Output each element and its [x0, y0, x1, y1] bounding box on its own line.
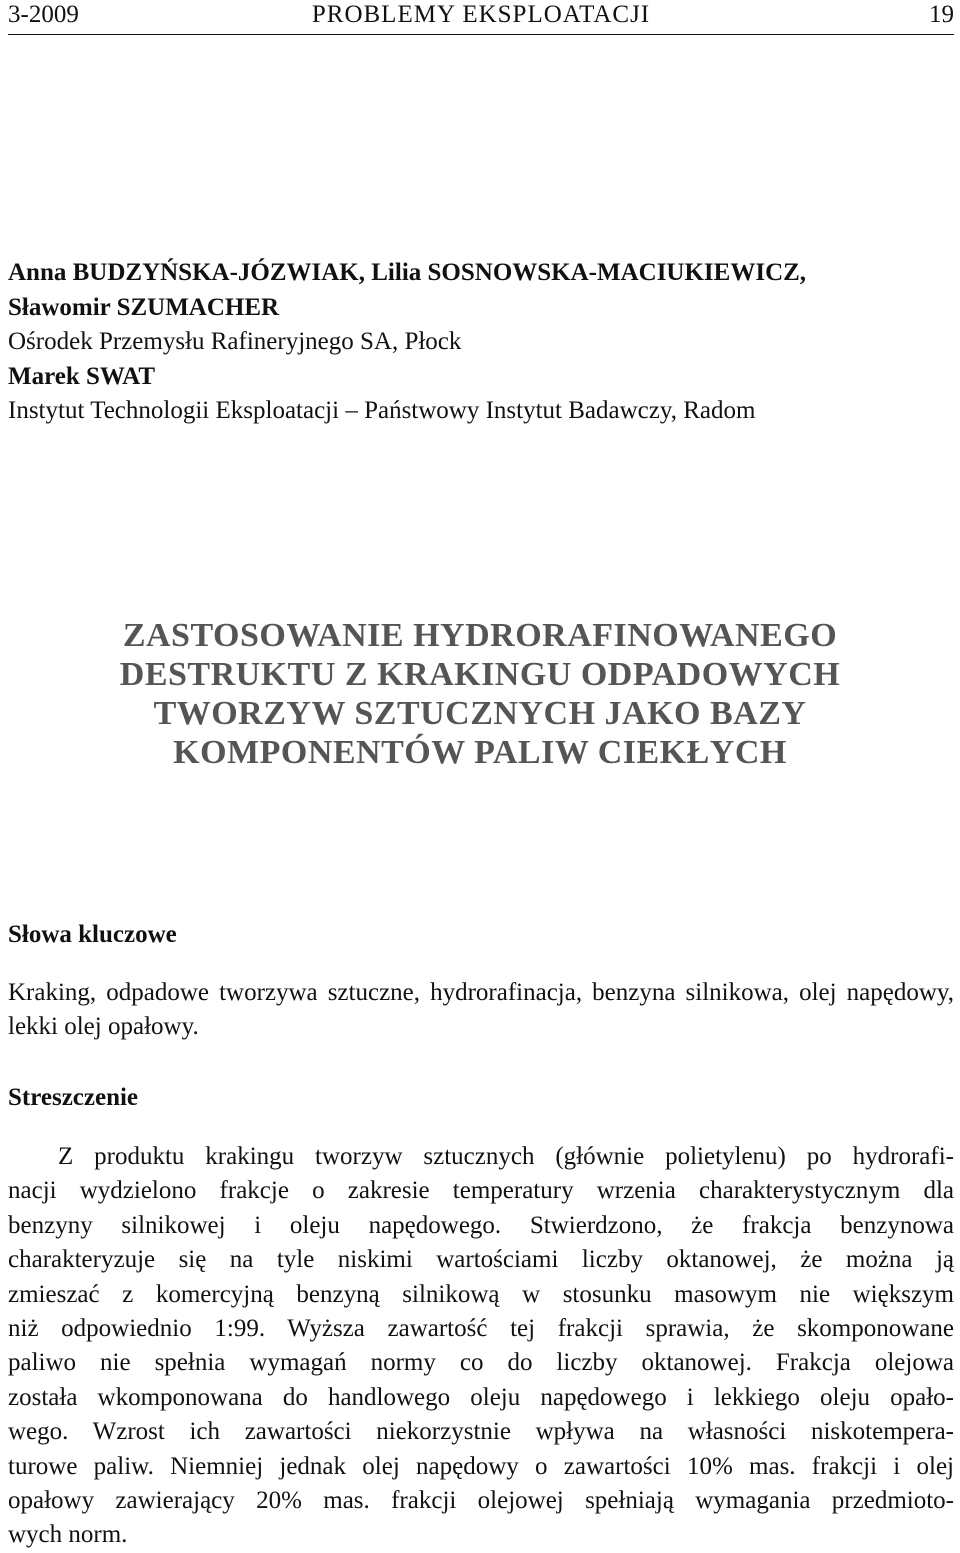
title-line-2: DESTRUKTU Z KRAKINGU ODPADOWYCH	[119, 656, 841, 693]
paper-title	[0, 616, 960, 772]
title-line-4: KOMPONENTÓW PALIW CIEKŁYCH	[173, 734, 787, 771]
keywords-heading: Słowa kluczowe	[8, 921, 177, 948]
issue-number: 3-2009	[8, 1, 79, 28]
author-line-1: Anna BUDZYŃSKA-JÓZWIAK, Lilia SOSNOWSKA-MACIUKIEWICZ,	[8, 259, 807, 286]
abstract-text	[8, 1140, 954, 1553]
title-line-1: ZASTOSOWANIE HYDRORAFINOWANEGO	[122, 617, 838, 654]
abstract-line: turowe paliw. Niemniej jednak olej napędowy o zawartości 10% mas. frakcji i olej	[8, 1452, 954, 1480]
abstract-line: charakteryzuje się na tyle niskimi wartościami liczby oktanowej, że można ją	[8, 1246, 954, 1274]
abstract-line: niż odpowiednio 1:99. Wyższa zawartość tej frakcji sprawia, że skomponowane	[8, 1315, 954, 1343]
abstract-line: Z produktu krakingu tworzyw sztucznych (głównie polietylenu) po hydrorafi-	[58, 1143, 954, 1170]
author-line-3: Marek SWAT	[8, 362, 155, 390]
affiliation-2: Instytut Technologii Eksploatacji – Państwowy Instytut Badawczy, Radom	[8, 397, 756, 424]
abstract-line: benzyny silnikowej i oleju napędowego. Stwierdzono, że frakcja benzynowa	[8, 1211, 954, 1239]
abstract-line: została wkomponowana do handlowego oleju napędowego i lekkiego oleju opało-	[8, 1383, 954, 1411]
running-header	[8, 0, 954, 35]
affiliation-1: Ośrodek Przemysłu Rafineryjnego SA, Płock	[8, 328, 462, 355]
abstract-line: wych norm.	[8, 1521, 128, 1549]
abstract-line: zmieszać z komercyjną benzyną silnikową w stosunku masowym nie większym	[8, 1280, 954, 1308]
authors-block	[8, 256, 954, 429]
abstract-line: paliwo nie spełnia wymagań normy co do liczby oktanowej. Frakcja olejowa	[8, 1349, 954, 1377]
page-number: 19	[929, 1, 954, 28]
abstract-line: wego. Wzrost ich zawartości niekorzystnie wpływa na własności niskotempera-	[8, 1418, 954, 1446]
keywords-text: Kraking, odpadowe tworzywa sztuczne, hydrorafinacja, benzyna silnikowa, olej napędowy, lekki olej opałowy.	[8, 979, 954, 1040]
title-line-3: TWORZYW SZTUCZNYCH JAKO BAZY	[153, 695, 807, 732]
abstract-line: nacji wydzielono frakcje o zakresie temperatury wrzenia charakterystycznym dla	[8, 1177, 954, 1205]
author-line-2: Sławomir SZUMACHER	[8, 293, 280, 321]
abstract-heading: Streszczenie	[8, 1084, 139, 1111]
abstract-line: opałowy zawierający 20% mas. frakcji olejowej spełniają wymagania przedmioto-	[8, 1487, 954, 1515]
journal-name: PROBLEMY EKSPLOATACJI	[311, 1, 651, 28]
